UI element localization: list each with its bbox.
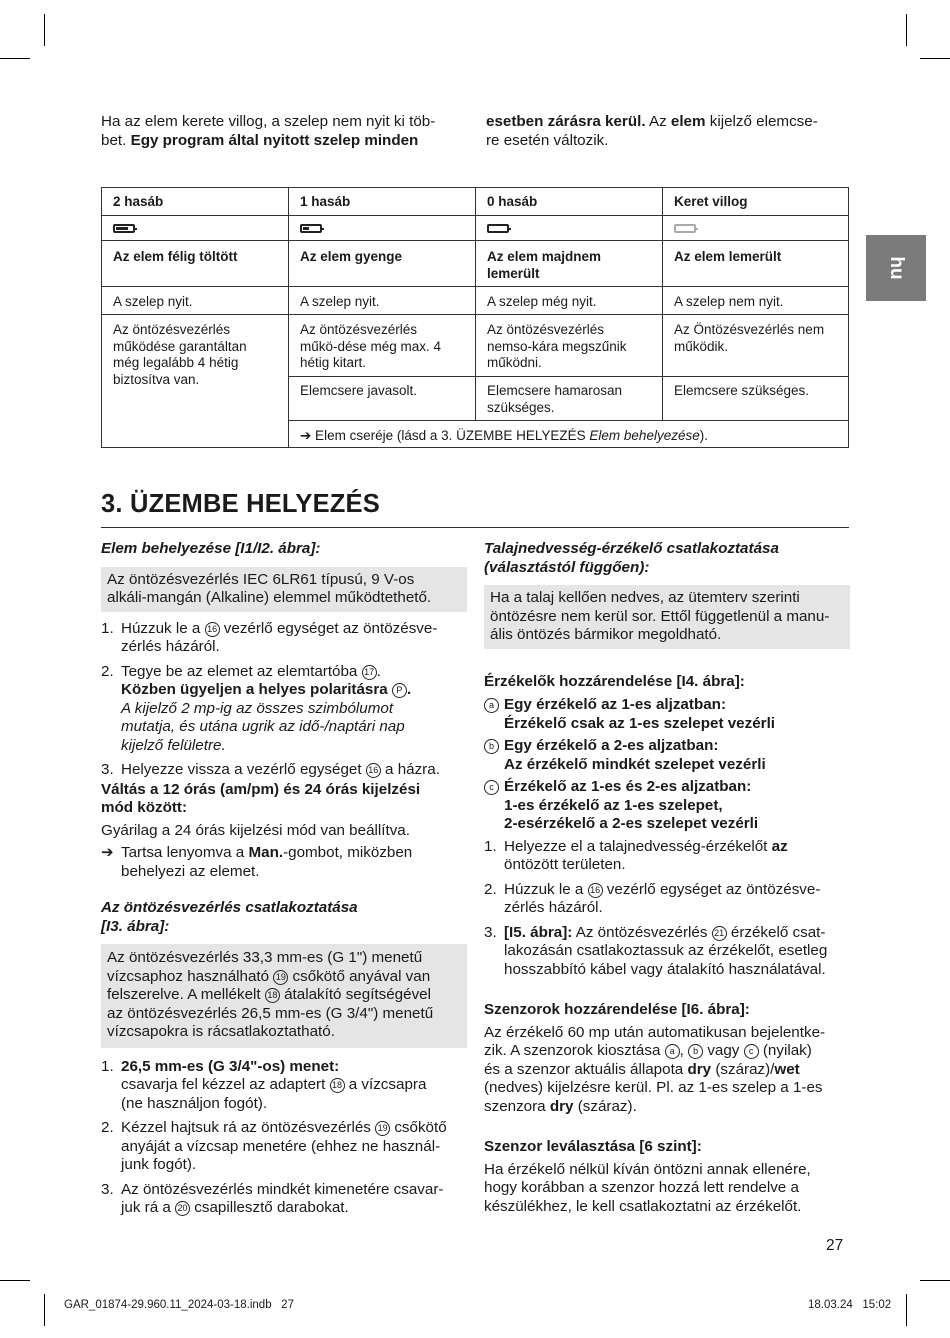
list-line: behelyezi az elemet. [121,862,260,880]
list-line [121,1076,467,1095]
intro-line [101,132,451,151]
table-header: Keret villog [674,194,748,209]
table-advice: Elemcsere hamarosan szükséges. [487,383,623,415]
ref-number-icon: 16 [366,763,381,778]
text: . [406,681,412,698]
ref-number-icon: 21 [712,926,727,941]
crop-mark [920,1280,950,1281]
list-number: 1. [101,619,114,637]
text: a vízcsapra [344,1076,427,1093]
table-status: Az elem lemerült [674,249,782,264]
table-note [289,422,849,451]
text: csapillesztő darabokat. [190,1199,349,1216]
list-item [101,620,467,657]
text: felszerelve. A mellékelt [107,986,265,1003]
text: (száraz)/ [711,1060,775,1078]
table-status: Az elem félig töltött [113,249,238,264]
list-number: 1. [101,1057,114,1075]
intro-bold: esetben zárásra kerül. [486,113,646,130]
intro-line: Ha az elem kerete villog, a szelep nem nyit ki töb- [101,113,436,130]
subheading: (választástól függően): [484,558,650,576]
page-number: 27 [826,1237,844,1254]
text: , [679,1042,689,1059]
subheading: Szenzorok hozzárendelése [I6. ábra]: [484,1001,750,1018]
text: a házra. [380,761,440,778]
list-line [121,681,467,700]
ref-number-icon: 19 [375,1121,390,1136]
text: . [376,662,381,680]
para-line [484,1061,850,1080]
info-line [107,986,461,1005]
list-item [101,761,467,780]
option-a-icon: a [665,1044,680,1059]
list-line: lakozásán csatlakoztassuk az érzékelőt, esetleg [504,942,828,959]
info-line: öntözésre nem kerül sor. Ettől függetlenül a manu- [490,607,830,625]
list-line: A kijelző 2 mp-ig az összes szimbólumot [121,699,394,717]
text: vezérlő egységet az öntözésve- [602,880,821,898]
paragraph [484,1024,850,1117]
text-bold: [I5. ábra]: [504,923,573,941]
option-c-icon: c [744,1044,759,1059]
list-item [484,881,850,918]
table-header: 2 hasáb [113,194,164,209]
text-bold: dry [549,1097,574,1115]
list-number: 2. [101,662,114,680]
table-function: Az Öntözésvezérlés nem működik. [674,322,825,354]
list-line [504,838,850,857]
para-line: készülékhez, le kell csatlakoztatni az érzékelőt. [484,1197,802,1215]
option-line: Érzékelő az 1-es és 2-es aljzatban: [504,778,752,795]
list-number: 2. [484,880,497,898]
intro-line [486,113,851,132]
text: csőkötő anyával van [288,967,431,985]
crop-mark [44,14,45,46]
text: és a szenzor aktuális állapota [484,1060,688,1078]
list-line [121,663,467,682]
list-line: mutatja, és utána ugrik az idő-/naptári nap [121,718,405,735]
table-status: Az elem majdnem lemerült [487,249,602,281]
intro-line: re esetén változik. [486,131,609,149]
option-b-icon: b [688,1044,703,1059]
text: vízcsaphoz használható [107,967,274,985]
text-bold: az [771,837,788,855]
list-line: öntözött területen. [504,856,626,873]
section-title: 3. ÜZEMBE HELYEZÉS [101,490,380,518]
list-line: zérlés házáról. [121,638,220,655]
list-line [121,844,467,863]
option-line: Az érzékelő mindkét szelepet vezérli [504,755,766,773]
footer-timestamp: 18.03.24 15:02 [808,1299,892,1311]
text: szenzora [484,1097,550,1115]
option-line: Egy érzékelő az 1-es aljzatban: [504,696,726,713]
option-line: 2-esérzékelő a 2-es szelepet vezérli [504,815,759,832]
battery-frame-blinking-icon [674,224,696,233]
intro-text: Az [645,113,671,130]
polarity-icon: P [392,683,407,698]
ref-number-icon: 16 [205,622,220,637]
list-line [504,924,850,943]
table-note-text: ). [699,428,708,443]
intro-bold: elem [670,113,706,130]
option-c-icon: c [484,780,499,795]
para-line [484,1042,850,1061]
info-line [107,968,461,987]
intro-text: kijelző elemcse- [705,113,818,130]
section-rule [101,527,849,528]
table-note-italic: Elem behelyezése [589,428,700,443]
text: (száraz). [573,1097,637,1115]
table-status: Az elem gyenge [300,249,403,264]
list-line: anyáját a vízcsap menetére (ehhez ne használ- [121,1137,441,1155]
list-line: kijelző felületre. [121,736,226,754]
footer-file-info: GAR_01874-29.960.11_2024-03-18.indb 27 [64,1299,294,1311]
table-advice: Elemcsere javasolt. [300,383,418,398]
list-item [484,924,850,980]
intro-bold: Egy program által nyitott szelep minden [130,131,419,149]
list-line [121,1199,467,1218]
ref-number-icon: 17 [362,665,377,680]
ref-number-icon: 18 [330,1078,345,1093]
text: Az öntözésvezérlés [572,923,712,941]
crop-mark [920,58,950,59]
intro-right-column [486,113,851,150]
subheading: Elem behelyezése [I1/I2. ábra]: [101,540,321,557]
list-line [121,620,467,639]
text: Közben ügyeljen a helyes polaritásra [121,681,392,698]
paragraph: Gyárilag a 24 órás kijelzési mód van beállítva. [101,821,410,839]
text-bold: Man. [248,844,284,861]
table-valve: A szelep nem nyit. [674,294,784,309]
table-valve: A szelep nyit. [113,294,193,309]
list-item [101,1058,467,1114]
subheading: Az öntözésvezérlés csatlakoztatása [101,899,358,916]
info-box [101,944,467,1048]
table-valve: A szelep még nyit. [487,294,597,309]
table-valve: A szelep nyit. [300,294,380,309]
info-line: alkáli-mangán (Alkaline) elemmel működtethető. [107,589,432,606]
info-line: Az öntözésvezérlés IEC 6LR61 típusú, 9 V-os [107,570,415,588]
list-item [101,1119,467,1175]
text: vezérlő egységet az öntözésve- [219,619,438,637]
text: juk rá a [121,1199,176,1216]
crop-mark [0,1280,30,1281]
text: csőkötő [390,1119,447,1136]
battery-empty-icon [487,224,509,233]
list-line: zérlés házáról. [504,899,603,916]
info-box [484,585,850,649]
option-b-icon: b [484,739,499,754]
table-header: 1 hasáb [300,194,351,209]
option-line: Érzékelő csak az 1-es szelepet vezérli [504,714,776,732]
subheading: Szenzor leválasztása [6 szint]: [484,1138,702,1155]
text: Kézzel hajtsuk rá az öntözésvezérlés [121,1119,376,1136]
text: vagy [703,1042,744,1059]
info-line: vízcsapokra is rácsatlakoztatható. [107,1023,335,1040]
table-note-text: ➔ Elem cseréje (lásd a 3. ÜZEMBE HELYEZÉS [300,428,590,443]
text: -gombot, miközben [283,844,413,861]
crop-mark [906,14,907,46]
language-tab-label: hu [886,256,907,280]
option-item [484,778,850,834]
list-number: 1. [484,837,497,855]
ref-number-icon: 19 [273,970,288,985]
text: átalakító segítségével [279,986,431,1003]
crop-mark [44,1294,45,1326]
list-item [101,663,467,756]
table-function: Az öntözésvezérlés nemso-kára megszűnik működni. [487,322,627,370]
info-line: Ha a talaj kellően nedves, az ütemterv szerinti [490,589,800,606]
crop-mark [0,58,30,59]
table-header: 0 hasáb [487,194,538,209]
list-line: 26,5 mm-es (G 3/4"-os) menet: [121,1057,340,1075]
list-line: hosszabbító kábel vagy átalakító használatával. [504,960,826,978]
para-line: (nedves) kijelzésre kerül. Pl. az 1-es szelep a 1-es [484,1079,823,1096]
right-column [484,540,850,1216]
subheading: mód között: [101,799,188,816]
list-item [484,838,850,875]
subheading: [I3. ábra]: [101,917,170,935]
text: Tartsa lenyomva a [121,844,249,861]
list-line: Az öntözésvezérlés mindkét kimenetére csavar- [121,1180,444,1198]
list-number: 3. [484,923,497,941]
table-function: Az öntözésvezérlés működése garantáltan még legalább 4 hétig biztosítva van. [113,322,247,387]
option-item [484,696,850,733]
battery-one-bar-icon [300,224,322,233]
table-advice: Elemcsere szükséges. [674,383,810,398]
text: érzékelő csat- [726,923,826,941]
info-line: ális öntözés bármikor megoldható. [490,626,722,643]
para-line: Ha érzékelő nélkül kíván öntözni annak ellenére, [484,1160,811,1178]
battery-status-table [101,187,849,448]
option-a-icon: a [484,698,499,713]
text-bold: wet [774,1060,800,1078]
arrow-item [101,844,467,881]
para-line: hogy korábban a szenzor hozzá lett rendelve a [484,1179,799,1196]
list-line: junk fogót). [121,1156,197,1173]
subheading: Talajnedvesség-érzékelő csatlakoztatása [484,540,779,557]
language-tab [866,235,926,301]
info-line: Az öntözésvezérlés 33,3 mm-es (G 1") menetű [107,949,423,966]
intro-left-column [101,113,451,150]
text: Tegye be az elemet az elemtartóba [121,662,362,680]
subheading: Váltás a 12 órás (am/pm) és 24 órás kijelzési [101,780,421,798]
list-item [101,1181,467,1218]
list-number: 3. [101,1180,114,1198]
list-line [504,881,850,900]
ref-number-icon: 20 [175,1201,190,1216]
ref-number-icon: 16 [588,883,603,898]
text: Húzzuk le a [121,619,205,637]
list-line [121,1119,467,1138]
list-number: 3. [101,761,114,778]
text: (nyilak) [758,1042,812,1059]
text-bold: dry [687,1060,712,1078]
text: csavarja fel kézzel az adaptert [121,1076,330,1093]
list-number: 2. [101,1119,114,1136]
option-item [484,737,850,774]
text: Helyezze el a talajnedvesség-érzékelőt [504,837,772,855]
battery-two-bars-icon [113,224,135,233]
list-line: (ne használjon fogót). [121,1094,268,1112]
table-function: Az öntözésvezérlés műkö-dése még max. 4 hétig kitart. [300,322,442,370]
crop-mark [906,1294,907,1326]
list-line [121,761,467,780]
text: zik. A szenzorok kiosztása [484,1042,665,1059]
subheading: Érzékelők hozzárendelése [I4. ábra]: [484,672,745,690]
text: Helyezze vissza a vezérlő egységet [121,761,366,778]
text: Húzzuk le a [504,880,588,898]
left-column [101,540,467,1218]
para-line: Az érzékelő 60 mp után automatikusan bejelentke- [484,1023,826,1041]
option-line: Egy érzékelő a 2-es aljzatban: [504,737,719,754]
para-line [484,1098,850,1117]
info-box [101,567,467,612]
ref-number-icon: 18 [265,988,280,1003]
option-line: 1-es érzékelő az 1-es szelepet, [504,796,723,814]
arrow-icon: ➔ [101,844,114,861]
intro-text: bet. [101,131,131,149]
info-line: az öntözésvezérlés 26,5 mm-es (G 3/4") menetű [107,1004,434,1022]
